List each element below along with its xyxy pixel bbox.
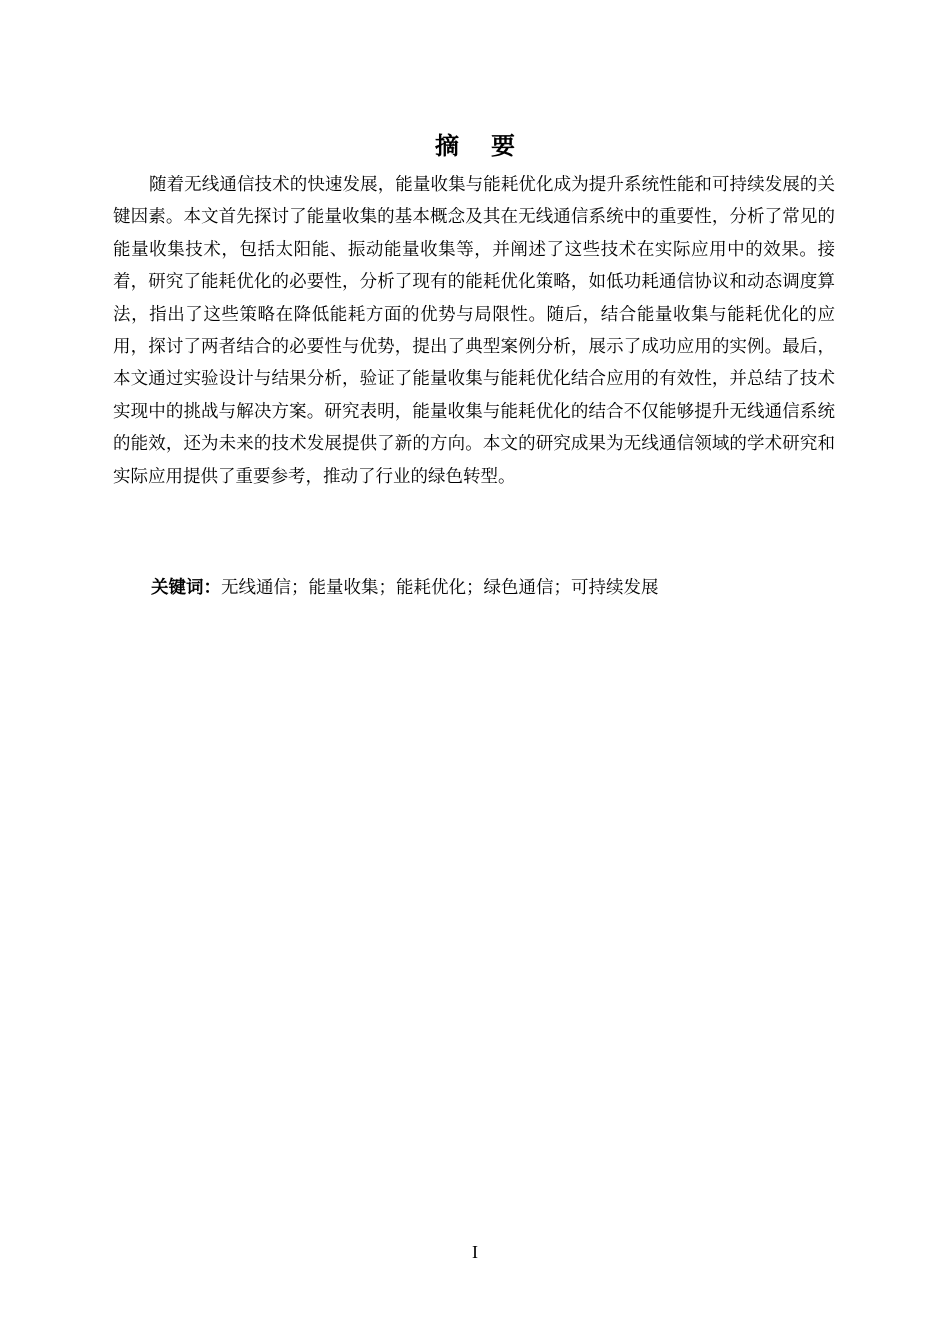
page-number: I: [472, 1242, 478, 1262]
abstract-title: 摘要: [435, 132, 547, 160]
keywords-value: 无线通信；能量收集；能耗优化；绿色通信；可持续发展: [221, 578, 659, 598]
keywords-line: [151, 572, 851, 604]
keywords-label: 关键词：: [151, 578, 221, 598]
abstract-body: 随着无线通信技术的快速发展，能量收集与能耗优化成为提升系统性能和可持续发展的关键因素。本文首先探讨了能量收集的基本概念及其在无线通信系统中的重要性，分析了常见的能量收集技术，包括太阳能、振动能量收集等，并阐述了这些技术在实际应用中的效果。接着，研究了能耗优化的必要性，分析了现有的能耗优化策略，如低功耗通信协议和动态调度算法，指出了这些策略在降低能耗方面的优势与局限性。随后，结合能量收集与能耗优化的应用，探讨了两者结合的必要性与优势，提出了典型案例分析，展示了成功应用的实例。最后，本文通过实验设计与结果分析，验证了能量收集与能耗优化结合应用的有效性，并总结了技术实现中的挑战与解决方案。研究表明，能量收集与能耗优化的结合不仅能够提升无线通信系统的能效，还为未来的技术发展提供了新的方向。本文的研究成果为无线通信领域的学术研究和实际应用提供了重要参考，推动了行业的绿色转型。: [113, 175, 835, 487]
